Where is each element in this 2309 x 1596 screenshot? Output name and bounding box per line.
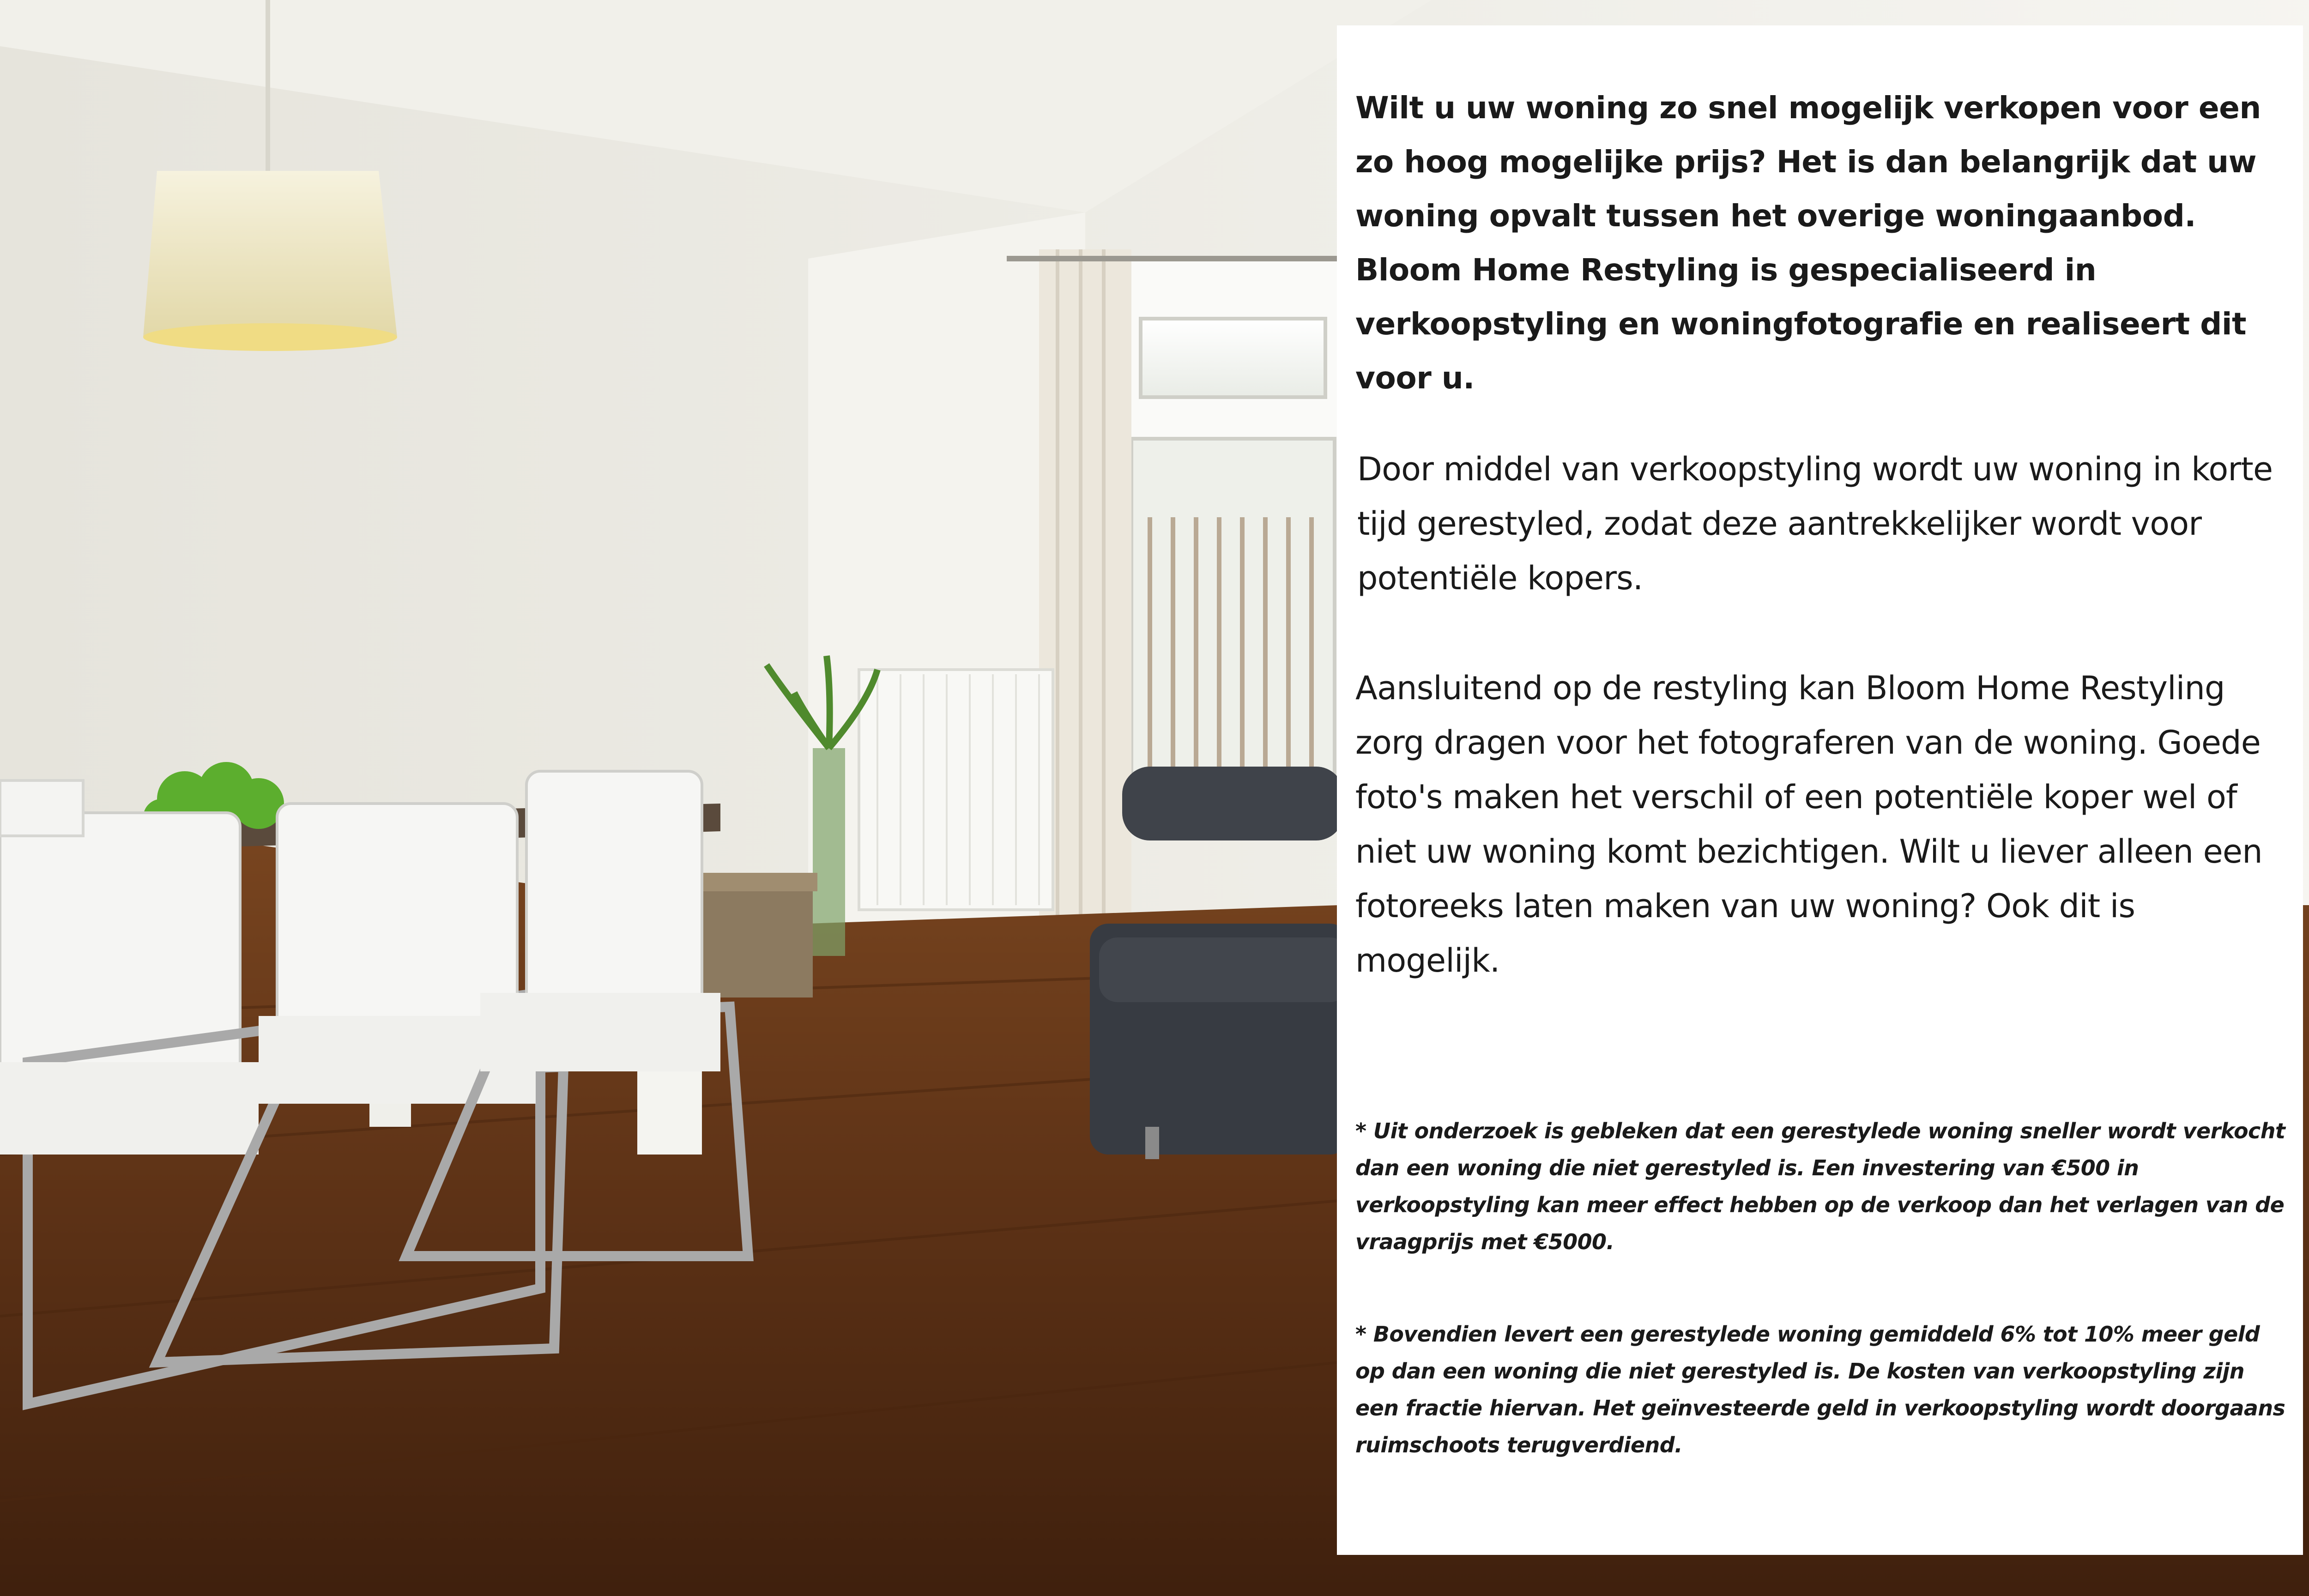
basket bbox=[693, 877, 813, 998]
sofa-seat bbox=[1099, 937, 1348, 1002]
lamp-shade bbox=[143, 171, 397, 337]
chair-back-left bbox=[0, 780, 83, 836]
basket-lid bbox=[688, 873, 817, 891]
sofa-leg bbox=[1145, 1127, 1159, 1159]
footnote-onderzoek: * Uit onderzoek is gebleken dat een gerestylede woning sneller wordt verkocht dan een woning die niet gerestyled is. Een investering van €500 in verkoopstyling kan meer effect hebben op de verkoop dan het verlagen van de vraagprijs met €5000. bbox=[1355, 1118, 2285, 1254]
window-glass-top bbox=[1141, 319, 1325, 397]
paragraph-fotografie: Aansluitend op de restyling kan Bloom Home Restyling zorg dragen voor het fotograferen van de woning. Goede foto's maken het verschil of een potentiële koper wel of niet uw woning komt bezichtigen. Wilt u liever alleen een fotoreeks laten maken van uw woning? Ook dit is mogelijk. bbox=[1355, 669, 2262, 979]
vase bbox=[813, 748, 845, 956]
info-panel bbox=[1337, 25, 2303, 1555]
paragraph-verkoopstyling: Door middel van verkoopstyling wordt uw woning in korte tijd gerestyled, zodat deze aantrekkelijker wordt voor potentiële kopers. bbox=[1357, 450, 2273, 597]
sofa-back bbox=[1122, 767, 1344, 840]
lamp-glow bbox=[143, 323, 397, 351]
footnote-rendement: * Bovendien levert een gerestylede woning gemiddeld 6% tot 10% meer geld op dan een woning die niet gerestyled is. De kosten van verkoopstyling zijn een fractie hiervan. Het geïnvesteerde geld in verkoopstyling wordt doorgaans ruimschoots terugverdiend. bbox=[1355, 1322, 2285, 1457]
window-glass bbox=[1131, 439, 1335, 817]
intro-text: Wilt u uw woning zo snel mogelijk verkopen voor een zo hoog mogelijke prijs? Het is dan belangrijk dat uw woning opvalt tussen het overige woningaanbod. Bloom Home Restyling is gespecialiseerd in verkoopstyling en woningfotografie en realiseert dit voor u. bbox=[1355, 90, 2261, 396]
radiator bbox=[859, 670, 1053, 910]
